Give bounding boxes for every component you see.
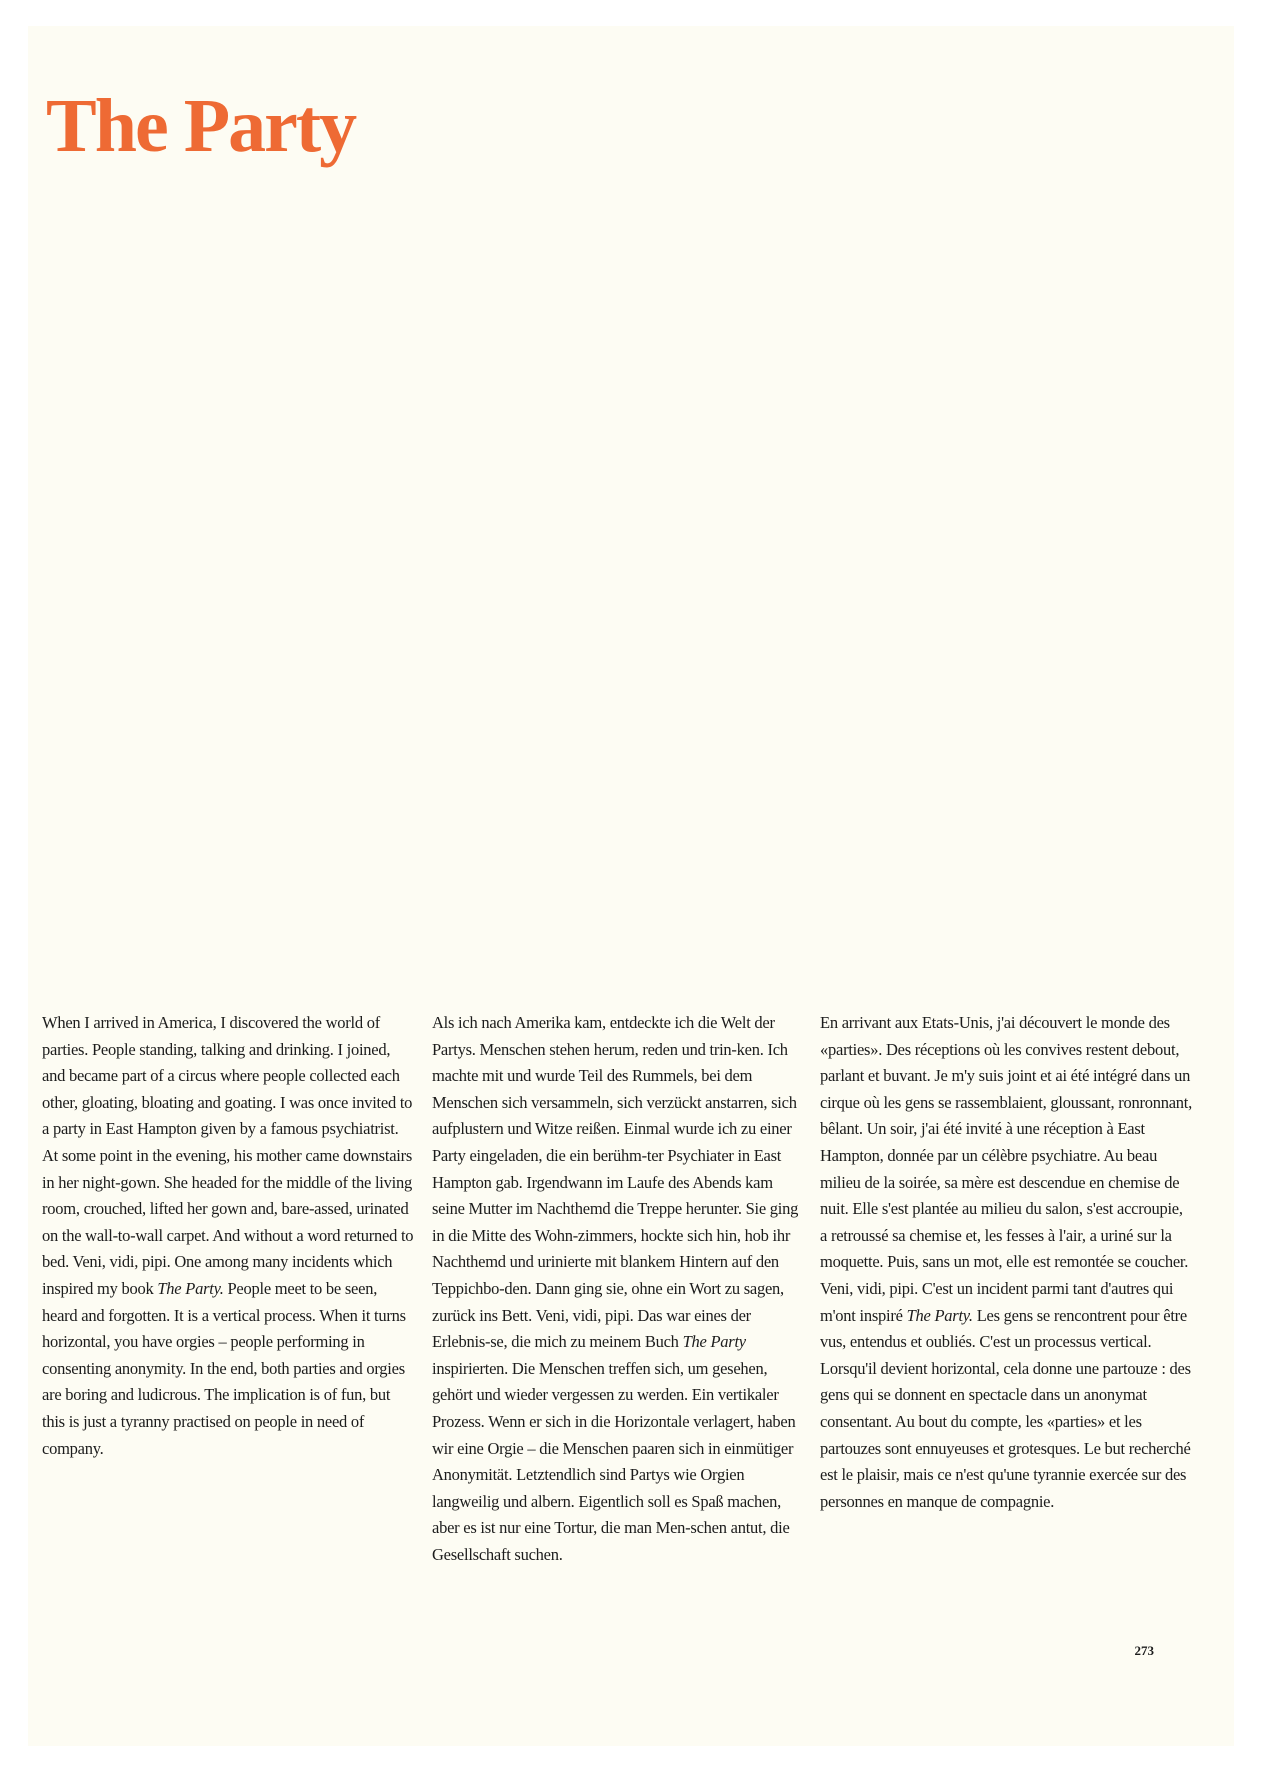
german-book-title: The Party xyxy=(682,1332,746,1352)
french-book-title: The Party. xyxy=(906,1305,973,1325)
english-text-before: When I arrived in America, I discovered the world of parties. People standing, talking and drinking. I joined, and became part of a circus where people collected each other, gloating, bloating and goating. I was once invited to a party in East Hampton given by a famous psychiatrist. At some point in the evening, his mother came downstairs in her night-gown. She headed for the middle of the living room, crouched, lifted her gown and, bare-assed, urinated on the wall-to-wall carpet. And without a word returned to bed. Veni, vidi, pipi. One among many incidents which inspired my book xyxy=(42,1013,414,1298)
english-text-after: People meet to be seen, heard and forgotten. It is a vertical process. When it turns horizontal, you have orgies – people performing in consenting anonymity. In the end, both parties and orgies are boring and ludicrous. The implication is of fun, but this is just a tyranny practised on people in need of company. xyxy=(42,1278,406,1458)
page xyxy=(28,26,1234,1746)
page-title: The Party xyxy=(46,84,356,168)
english-book-title: The Party. xyxy=(157,1278,224,1298)
column-english xyxy=(42,1010,414,1462)
german-paragraph xyxy=(432,1010,804,1568)
german-text-before: Als ich nach Amerika kam, entdeckte ich die Welt der Partys. Menschen stehen herum, reden und trin-ken. Ich machte mit und wurde Teil des Rummels, bei dem Menschen sich versammeln, sich verzückt anstarren, sich aufplustern und Witze reißen. Einmal wurde ich zu einer Party eingeladen, die ein berühm-ter Psychiater in East Hampton gab. Irgendwann im Laufe des Abends kam seine Mutter im Nachthemd die Treppe herunter. Sie ging in die Mitte des Wohn-zimmers, hockte sich hin, hob ihr Nachthemd und urinierte mit blankem Hintern auf den Teppichbo-den. Dann ging sie, ohne ein Wort zu sagen, zurück ins Bett. Veni, vidi, pipi. Das war eines der Erlebnis-se, die mich zu meinem Buch xyxy=(432,1013,799,1352)
french-text-after: Les gens se rencontrent pour être vus, entendus et oubliés. C'est un processus vertical. Lorsqu'il devient horizontal, cela donne une partouze : des gens qui se donnent en spectacle dans un anonymat consentant. Au bout du compte, les «parties» et les partouzes sont ennuyeuses et grotesques. Le but recherché est le plaisir, mais ce n'est qu'une tyrannie exercée sur des personnes en manque de compagnie. xyxy=(820,1305,1191,1511)
french-text-before: En arrivant aux Etats-Unis, j'ai découvert le monde des «parties». Des réceptions où les convives restent debout, parlant et buvant. Je m'y suis joint et ai été intégré dans un cirque où les gens se rassemblaient, gloussant, ronronnant, bêlant. Un soir, j'ai été invité à une réception à East Hampton, donnée par un célèbre psychiatre. Au beau milieu de la soirée, sa mère est descendue en chemise de nuit. Elle s'est plantée au milieu du salon, s'est accroupie, a retroussé sa chemise et, les fesses à l'air, a uriné sur la moquette. Puis, sans un mot, elle est remontée se coucher. Veni, vidi, pipi. C'est un incident parmi tant d'autres qui m'ont inspiré xyxy=(820,1013,1192,1325)
column-german xyxy=(432,1010,804,1568)
german-text-after: inspirierten. Die Menschen treffen sich, um gesehen, gehört und wieder vergessen zu werden. Ein vertikaler Prozess. Wenn er sich in die Horizontale verlagert, haben wir eine Orgie – die Menschen paaren sich in einmütiger Anonymität. Letztendlich sind Partys wie Orgien langweilig und albern. Eigentlich soll es Spaß machen, aber es ist nur eine Tortur, die man Men-schen antut, die Gesellschaft suchen. xyxy=(432,1358,796,1564)
page-number: 273 xyxy=(1134,1643,1154,1658)
english-paragraph xyxy=(42,1010,414,1462)
french-paragraph xyxy=(820,1010,1192,1515)
column-french xyxy=(820,1010,1192,1515)
